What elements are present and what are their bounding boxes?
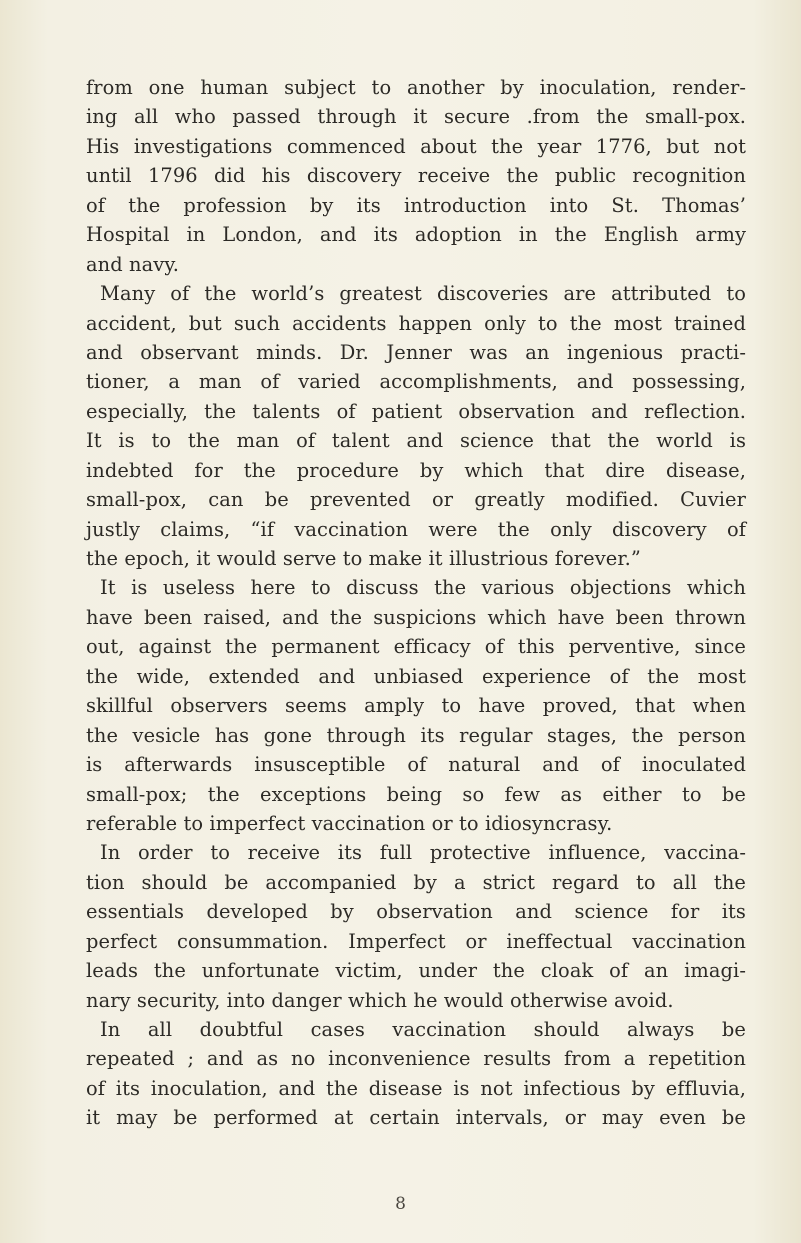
text-line: small-pox; the exceptions being so few as either to be: [86, 782, 746, 806]
text-line: nary security, into danger which he would otherwise avoid.: [86, 988, 674, 1012]
text-line: small-pox, can be prevented or greatly modified. Cuvier: [86, 488, 746, 512]
text-line: In all doubtful cases vaccination should always be: [100, 1018, 746, 1041]
text-line: and navy.: [86, 252, 180, 276]
text-line: Many of the world’s greatest discoveries are attributed to: [100, 282, 746, 306]
text-line: and observant minds. Dr. Jenner was an ingenious practi-: [86, 340, 746, 364]
text-line: have been raised, and the suspicions which have been thrown: [86, 605, 746, 629]
text-line: leads the unfortunate victim, under the cloak of an imagi-: [86, 959, 746, 983]
text-line: ing all who passed through it secure .from the small-pox.: [86, 105, 746, 129]
body-text: [86, 73, 746, 1133]
text-line: it may be performed at certain intervals, or may even be: [86, 1106, 746, 1130]
text-line: justly claims, “if vaccination were the only discovery of: [86, 517, 746, 541]
text-line: of the profession by its introduction into St. Thomas’: [86, 193, 746, 217]
text-line: out, against the permanent efficacy of this perventive, since: [86, 635, 746, 659]
text-line: indebted for the procedure by which that dire disease,: [86, 458, 746, 482]
text-line: especially, the talents of patient observation and reflection.: [86, 399, 746, 423]
text-line: It is to the man of talent and science that the world is: [86, 429, 746, 453]
text-line: the wide, extended and unbiased experience of the most: [86, 664, 746, 688]
text-line: Hospital in London, and its adoption in the English army: [86, 223, 746, 247]
text-line: tioner, a man of varied accomplishments, and possessing,: [86, 370, 746, 394]
text-line: His investigations commenced about the year 1776, but not: [86, 134, 746, 158]
text-line: repeated ; and as no inconvenience results from a repetition: [86, 1047, 746, 1071]
page-number: 8: [395, 1194, 406, 1214]
text-line: accident, but such accidents happen only to the most trained: [86, 311, 746, 335]
text-line: skillful observers seems amply to have proved, that when: [86, 694, 746, 718]
text-line: It is useless here to discuss the various objections which: [100, 576, 746, 600]
text-line: In order to receive its full protective influence, vaccina-: [100, 841, 746, 865]
text-line: of its inoculation, and the disease is not infectious by effluvia,: [86, 1076, 746, 1100]
text-line: perfect consummation. Imperfect or ineffectual vaccination: [86, 929, 746, 953]
text-line: the epoch, it would serve to make it illustrious forever.”: [86, 547, 641, 570]
text-line: is afterwards insusceptible of natural and of inoculated: [86, 753, 746, 777]
text-line: essentials developed by observation and science for its: [86, 900, 746, 924]
text-line: until 1796 did his discovery receive the public recognition: [86, 164, 746, 188]
text-line: referable to imperfect vaccination or to idiosyncrasy.: [86, 811, 613, 835]
text-line: the vesicle has gone through its regular stages, the person: [86, 723, 746, 747]
text-line: from one human subject to another by inoculation, render-: [86, 76, 746, 99]
text-line: tion should be accompanied by a strict regard to all the: [86, 870, 746, 894]
